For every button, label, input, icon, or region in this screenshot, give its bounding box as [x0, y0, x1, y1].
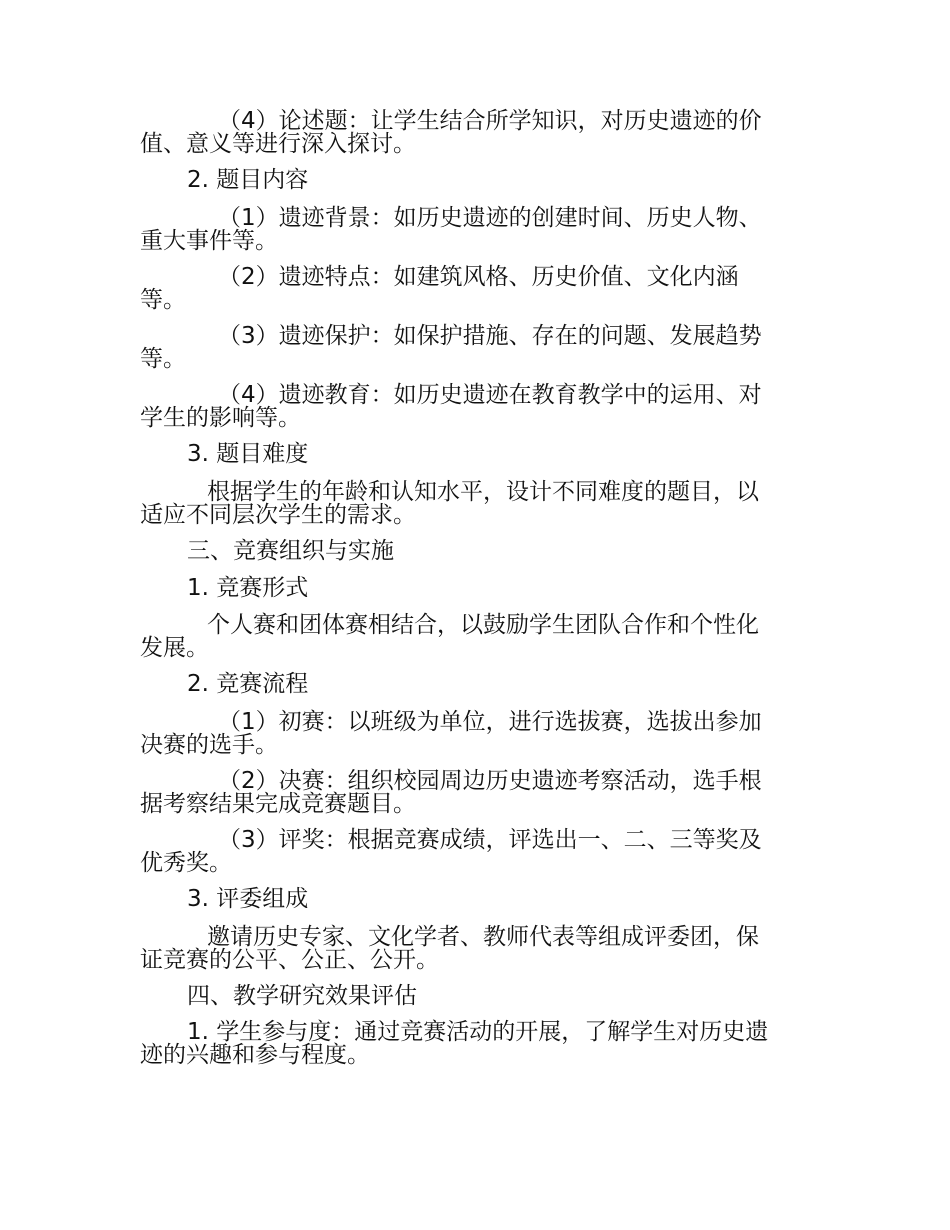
text-line: 据考察结果完成竞赛题目。	[140, 791, 416, 817]
section-heading: 2. 题目内容	[187, 167, 309, 193]
text-line: 优秀奖。	[140, 850, 232, 876]
text-line: （3）遗迹保护：如保护措施、存在的问题、发展趋势	[218, 323, 762, 349]
text-line: 值、意义等进行深入探讨。	[140, 131, 416, 157]
text-line: （4）论述题：让学生结合所学知识，对历史遗迹的价	[218, 108, 762, 134]
text-line: 决赛的选手。	[140, 732, 278, 758]
text-line: （4）遗迹教育：如历史遗迹在教育教学中的运用、对	[218, 382, 762, 408]
text-line: 证竞赛的公平、公正、公开。	[140, 947, 439, 973]
text-line: （1）初赛：以班级为单位，进行选拔赛，选拔出参加	[218, 709, 762, 735]
text-line: 等。	[140, 346, 186, 372]
text-line: 1. 学生参与度：通过竞赛活动的开展，了解学生对历史遗	[187, 1019, 769, 1045]
text-line: 等。	[140, 287, 186, 313]
section-heading: 1. 竞赛形式	[187, 575, 309, 601]
section-heading: 3. 题目难度	[187, 441, 309, 467]
text-line: 迹的兴趣和参与程度。	[140, 1042, 370, 1068]
text-line: 适应不同层次学生的需求。	[140, 502, 416, 528]
text-line: 学生的影响等。	[140, 405, 301, 431]
text-line: （1）遗迹背景：如历史遗迹的创建时间、历史人物、	[218, 205, 762, 231]
section-heading: 2. 竞赛流程	[187, 671, 309, 697]
text-line: 邀请历史专家、文化学者、教师代表等组成评委团，保	[207, 924, 759, 950]
text-line: （2）决赛：组织校园周边历史遗迹考察活动，选手根	[218, 768, 762, 794]
text-line: 发展。	[140, 635, 209, 661]
text-line: 根据学生的年龄和认知水平，设计不同难度的题目，以	[207, 479, 759, 505]
text-line: 个人赛和团体赛相结合，以鼓励学生团队合作和个性化	[207, 612, 759, 638]
text-line: （2）遗迹特点：如建筑风格、历史价值、文化内涵	[218, 264, 739, 290]
text-line: （3）评奖：根据竞赛成绩，评选出一、二、三等奖及	[218, 827, 762, 853]
section-heading: 3. 评委组成	[187, 886, 309, 912]
text-line: 重大事件等。	[140, 228, 278, 254]
section-heading: 三、竞赛组织与实施	[187, 538, 394, 564]
section-heading: 四、教学研究效果评估	[187, 983, 417, 1009]
